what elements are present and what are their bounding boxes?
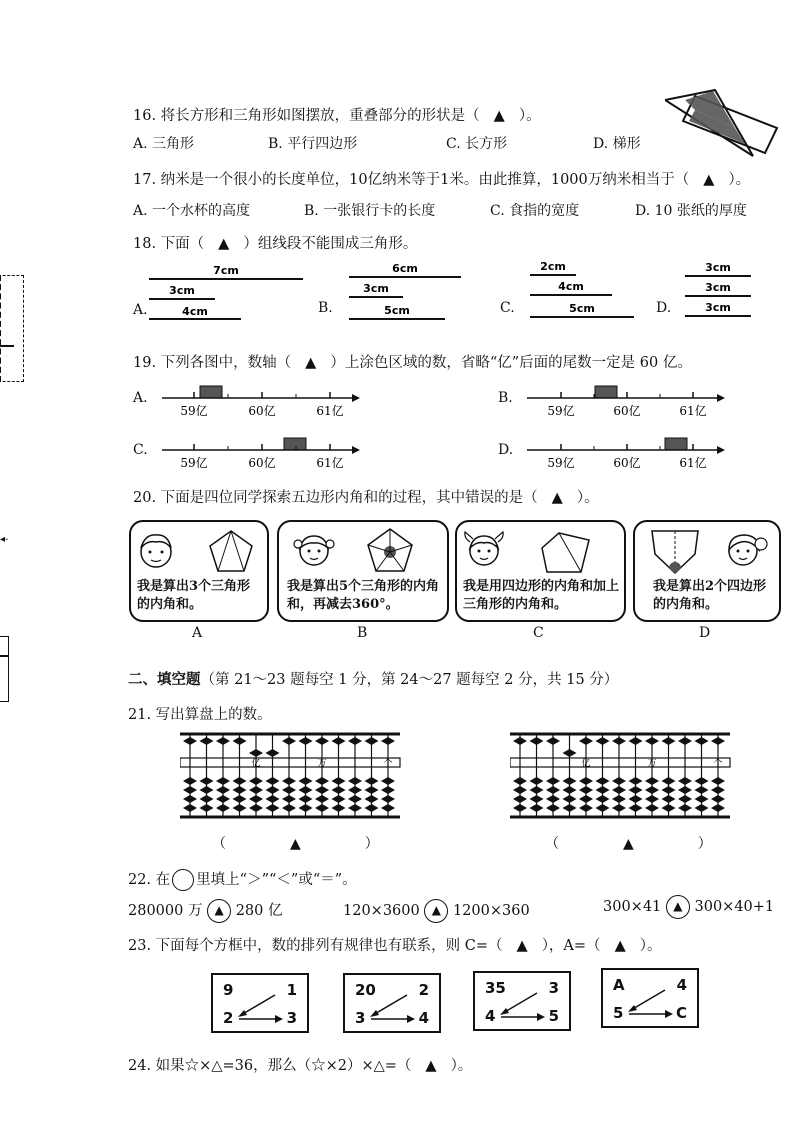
box-top-right: 4 bbox=[676, 976, 687, 994]
q16-end: ）。 bbox=[518, 108, 541, 124]
abacus-bead bbox=[282, 777, 296, 785]
box-top-left: A bbox=[613, 976, 625, 994]
q24-text: 24. 如果☆×△=36，那么（☆×2）×△=（ bbox=[128, 1058, 412, 1074]
tick-label: 60亿 bbox=[248, 404, 276, 418]
abacus-bead bbox=[695, 777, 709, 785]
abacus-bead bbox=[711, 777, 725, 785]
q20-card-b[interactable] bbox=[277, 520, 449, 622]
abacus-bead bbox=[563, 795, 577, 803]
q22-item-1 bbox=[128, 899, 282, 923]
abacus-bead bbox=[233, 777, 247, 785]
abacus-bead bbox=[233, 737, 247, 745]
q20-stem bbox=[133, 486, 599, 507]
section-2-heading bbox=[128, 668, 618, 689]
abacus-bead bbox=[695, 804, 709, 812]
box-bottom-right: 3 bbox=[286, 1009, 297, 1027]
q20-end: ）。 bbox=[576, 490, 599, 506]
tick-label: 60亿 bbox=[248, 456, 276, 470]
q18-segments bbox=[140, 258, 780, 330]
segment-label: 3cm bbox=[363, 282, 389, 295]
margin-mark bbox=[0, 345, 14, 347]
abacus-bead bbox=[629, 777, 643, 785]
abacus-unit-label: 亿 bbox=[581, 759, 591, 769]
abacus-bead bbox=[662, 737, 676, 745]
abacus-bead bbox=[530, 786, 544, 794]
abacus-bead bbox=[365, 777, 379, 785]
abacus-bead bbox=[612, 786, 626, 794]
abacus-bead bbox=[645, 804, 659, 812]
answer-blank[interactable]: ▲ bbox=[614, 938, 626, 954]
arrows-icon bbox=[603, 970, 697, 1026]
box-top-left: 20 bbox=[355, 981, 376, 999]
q18-option-d[interactable]: D. bbox=[656, 300, 672, 316]
q20-card-label: A bbox=[192, 625, 203, 641]
abacus-bead bbox=[612, 795, 626, 803]
q23-text-a: 23. 下面每个方框中，数的排列有规律也有联系，则 C=（ bbox=[128, 938, 503, 954]
abacus-bead bbox=[332, 786, 346, 794]
abacus-bead bbox=[678, 795, 692, 803]
segment-label: 4cm bbox=[182, 305, 208, 318]
margin-box-top bbox=[0, 275, 24, 382]
abacus-bead bbox=[200, 804, 214, 812]
q17-option-c[interactable]: C. 食指的宽度 bbox=[490, 203, 580, 219]
abacus-bead bbox=[596, 737, 610, 745]
abacus-unit-label: 万 bbox=[647, 759, 657, 769]
abacus-bead bbox=[249, 804, 263, 812]
abacus-bead bbox=[629, 795, 643, 803]
abacus-bead bbox=[596, 777, 610, 785]
pentagon-center-figure-icon bbox=[365, 526, 415, 574]
abacus-bead bbox=[183, 804, 197, 812]
segment-label: 4cm bbox=[558, 280, 584, 293]
abacus-bead bbox=[299, 804, 313, 812]
tick-label: 59亿 bbox=[547, 456, 575, 470]
abacus-bead bbox=[365, 786, 379, 794]
abacus-bead bbox=[662, 795, 676, 803]
answer-blank[interactable]: ▲ bbox=[703, 172, 715, 188]
pentagon-vertical-split-icon bbox=[649, 528, 701, 576]
q23-text-b: ），A=（ bbox=[541, 938, 601, 954]
abacus-bead bbox=[662, 804, 676, 812]
abacus-bead bbox=[266, 795, 280, 803]
q20-text: 20. 下面是四位同学探索五边形内角和的过程，其中错误的是（ bbox=[133, 490, 538, 506]
abacus-bead bbox=[282, 795, 296, 803]
answer-blank[interactable]: ▲ bbox=[305, 355, 317, 371]
abacus-bead bbox=[645, 777, 659, 785]
abacus-bead bbox=[662, 786, 676, 794]
q19-numberline-d bbox=[525, 435, 735, 471]
abacus-bead bbox=[299, 737, 313, 745]
segment-label: 7cm bbox=[213, 264, 239, 277]
abacus-bead bbox=[216, 777, 230, 785]
q16-stem bbox=[133, 104, 541, 125]
abacus-bead bbox=[563, 786, 577, 794]
box-top-left: 9 bbox=[223, 981, 234, 999]
paren-open: （ bbox=[212, 836, 226, 852]
q22-item-3 bbox=[603, 895, 774, 919]
abacus-bead bbox=[200, 795, 214, 803]
q19-stem bbox=[133, 351, 692, 372]
q21-answer-right bbox=[545, 833, 712, 853]
abacus-bead bbox=[315, 777, 329, 785]
abacus-right bbox=[510, 731, 732, 821]
q18-option-a[interactable]: A. bbox=[133, 302, 148, 318]
abacus-bead bbox=[315, 795, 329, 803]
tick-label: 59亿 bbox=[180, 456, 208, 470]
abacus-bead bbox=[612, 804, 626, 812]
q22-text-b: 里填上“＞”“＜”或“＝”。 bbox=[196, 872, 357, 888]
q19-option-c[interactable]: C. bbox=[133, 442, 148, 458]
q16-text: 16. 将长方形和三角形如图摆放，重叠部分的形状是（ bbox=[133, 108, 480, 124]
girl-face-icon bbox=[291, 526, 337, 572]
box-top-right: 3 bbox=[548, 979, 559, 997]
q17-option-a[interactable]: A. 一个水杯的高度 bbox=[133, 203, 251, 219]
abacus-bead bbox=[266, 804, 280, 812]
abacus-bead bbox=[645, 795, 659, 803]
arrows-icon bbox=[213, 975, 307, 1031]
q19-option-d[interactable]: D. bbox=[498, 442, 514, 458]
abacus-bead bbox=[348, 795, 362, 803]
q20-card-d[interactable] bbox=[633, 520, 781, 622]
q19-numberline-a bbox=[160, 383, 370, 419]
boy-face-icon bbox=[135, 530, 177, 570]
abacus-unit-label: 个 bbox=[383, 759, 393, 769]
abacus-bead bbox=[315, 786, 329, 794]
box-bottom-right: 4 bbox=[418, 1009, 429, 1027]
abacus-bead bbox=[332, 737, 346, 745]
q16-figure bbox=[665, 88, 780, 160]
abacus-bead bbox=[249, 795, 263, 803]
abacus-bead bbox=[695, 786, 709, 794]
q20-card-label: C bbox=[533, 625, 544, 641]
q16-option-d[interactable]: D. 梯形 bbox=[593, 136, 641, 152]
expr-right: 280 亿 bbox=[235, 903, 283, 919]
box-bottom-left: 2 bbox=[223, 1009, 234, 1027]
tick-label: 61亿 bbox=[679, 456, 707, 470]
answer-blank[interactable]: ▲ bbox=[516, 938, 528, 954]
abacus-bead bbox=[596, 786, 610, 794]
abacus-bead bbox=[332, 804, 346, 812]
circle-icon bbox=[172, 869, 194, 891]
q23-box-4 bbox=[601, 968, 699, 1028]
paren-close: ） bbox=[364, 836, 379, 852]
box-bottom-left: 5 bbox=[613, 1004, 624, 1022]
abacus-bead bbox=[381, 737, 395, 745]
abacus-bead bbox=[282, 786, 296, 794]
abacus-bead bbox=[596, 795, 610, 803]
abacus-bead bbox=[299, 795, 313, 803]
q21-answer-left bbox=[212, 833, 379, 853]
margin-mark-2 bbox=[0, 655, 8, 657]
abacus-bead bbox=[216, 786, 230, 794]
q23-text-c: ）。 bbox=[639, 938, 662, 954]
abacus-unit-label: 亿 bbox=[251, 759, 261, 769]
tick-label: 59亿 bbox=[547, 404, 575, 418]
segment-label: 2cm bbox=[540, 260, 566, 273]
expr-right: 300×40+1 bbox=[694, 899, 775, 915]
abacus-bead bbox=[216, 737, 230, 745]
answer-circle[interactable] bbox=[424, 899, 448, 923]
abacus-bead bbox=[711, 795, 725, 803]
abacus-bead bbox=[233, 795, 247, 803]
abacus-bead bbox=[546, 777, 560, 785]
abacus-bead bbox=[530, 795, 544, 803]
abacus-bead bbox=[612, 737, 626, 745]
q24-end: ）。 bbox=[450, 1058, 473, 1074]
section-note: （第 21～23 题每空 1 分，第 24～27 题每空 2 分，共 15 分） bbox=[200, 672, 619, 688]
q19-numberline-b bbox=[525, 383, 735, 419]
q18-option-b[interactable]: B. bbox=[318, 300, 333, 316]
abacus-bead bbox=[546, 795, 560, 803]
abacus-bead bbox=[563, 804, 577, 812]
abacus-bead bbox=[678, 777, 692, 785]
abacus-bead bbox=[695, 737, 709, 745]
arrows-icon bbox=[475, 973, 569, 1029]
abacus-bead bbox=[530, 804, 544, 812]
segment-label: 3cm bbox=[705, 281, 731, 294]
abacus-bead bbox=[563, 749, 577, 757]
abacus-bead bbox=[233, 804, 247, 812]
q23-box-1 bbox=[211, 973, 309, 1033]
abacus-bead bbox=[249, 786, 263, 794]
q17-option-d[interactable]: D. 10 张纸的厚度 bbox=[635, 203, 747, 219]
box-top-left: 35 bbox=[485, 979, 506, 997]
abacus-unit-label: 个 bbox=[713, 759, 723, 769]
q19-numberline-c bbox=[160, 435, 370, 471]
q17-end: ）。 bbox=[728, 172, 751, 188]
abacus-bead bbox=[216, 804, 230, 812]
box-top-right: 1 bbox=[286, 981, 297, 999]
paren-open: （ bbox=[545, 836, 559, 852]
q19-option-b[interactable]: B. bbox=[498, 390, 513, 406]
tick-label: 61亿 bbox=[679, 404, 707, 418]
abacus-bead bbox=[563, 777, 577, 785]
q20-card-text: 我是算出2个四边形的内角和。 bbox=[653, 579, 767, 612]
expr-left: 280000 万 bbox=[128, 903, 203, 919]
abacus-unit-label: 万 bbox=[317, 759, 327, 769]
abacus-bead bbox=[348, 777, 362, 785]
q16-option-c[interactable]: C. 长方形 bbox=[446, 136, 508, 152]
abacus-bead bbox=[266, 749, 280, 757]
abacus-bead bbox=[546, 737, 560, 745]
q18-text-a: 18. 下面（ bbox=[133, 236, 205, 252]
abacus-bead bbox=[266, 786, 280, 794]
q20-card-a[interactable] bbox=[129, 520, 269, 622]
abacus-bead bbox=[629, 737, 643, 745]
answer-blank: ▲ bbox=[673, 899, 683, 913]
abacus-bead bbox=[365, 795, 379, 803]
answer-blank[interactable]: ▲ bbox=[551, 490, 563, 506]
box-bottom-right: C bbox=[675, 1004, 687, 1022]
tick-label: 61亿 bbox=[316, 404, 344, 418]
segment-label: 3cm bbox=[705, 301, 731, 314]
abacus-bead bbox=[200, 737, 214, 745]
tick-label: 60亿 bbox=[613, 456, 641, 470]
segment-label: 5cm bbox=[569, 302, 595, 315]
abacus-bead bbox=[299, 786, 313, 794]
q18-group-c bbox=[530, 260, 634, 317]
q20-card-text: 我是用四边形的内角和加上三角形的内角和。 bbox=[463, 579, 620, 612]
answer-blank: ▲ bbox=[214, 903, 224, 917]
q23-box-2 bbox=[343, 973, 441, 1033]
abacus-bead bbox=[233, 786, 247, 794]
abacus-bead bbox=[365, 804, 379, 812]
abacus-bead bbox=[695, 795, 709, 803]
abacus-bead bbox=[381, 786, 395, 794]
abacus-bead bbox=[183, 777, 197, 785]
abacus-bead bbox=[513, 786, 527, 794]
q20-card-label: D bbox=[699, 625, 711, 641]
abacus-bead bbox=[365, 737, 379, 745]
answer-circle[interactable] bbox=[666, 895, 690, 919]
q23-box-3 bbox=[473, 971, 571, 1031]
abacus-bead bbox=[513, 804, 527, 812]
abacus-bead bbox=[513, 777, 527, 785]
abacus-bead bbox=[249, 777, 263, 785]
girl-face-icon bbox=[719, 526, 769, 572]
abacus-bead bbox=[282, 737, 296, 745]
abacus-bead bbox=[629, 786, 643, 794]
abacus-bead bbox=[711, 786, 725, 794]
abacus-bead bbox=[530, 737, 544, 745]
abacus-bead bbox=[200, 786, 214, 794]
abacus-bead bbox=[596, 804, 610, 812]
answer-blank[interactable]: ▲ bbox=[493, 108, 505, 124]
abacus-bead bbox=[183, 795, 197, 803]
q20-card-text: 我是算出5个三角形的内角和，再减去360°。 bbox=[287, 579, 440, 612]
q22-item-2 bbox=[343, 899, 530, 923]
expr-left: 120×3600 bbox=[343, 903, 420, 919]
abacus-bead bbox=[381, 777, 395, 785]
q23-stem bbox=[128, 934, 661, 955]
segment-label: 5cm bbox=[384, 304, 410, 317]
answer-blank[interactable]: ▲ bbox=[425, 1058, 437, 1074]
q17-stem bbox=[133, 168, 750, 189]
abacus-bead bbox=[348, 786, 362, 794]
abacus-bead bbox=[579, 737, 593, 745]
q19-text-b: ）上涂色区域的数，省略“亿”后面的尾数一定是 60 亿。 bbox=[330, 355, 692, 371]
box-bottom-left: 4 bbox=[485, 1007, 496, 1025]
abacus-bead bbox=[315, 804, 329, 812]
pentagon-split-figure-icon bbox=[539, 530, 595, 576]
q18-stem bbox=[133, 232, 417, 253]
q19-option-a[interactable]: A. bbox=[133, 390, 148, 406]
expr-right: 1200×360 bbox=[452, 903, 530, 919]
box-bottom-left: 3 bbox=[355, 1009, 366, 1027]
q19-text-a: 19. 下列各图中，数轴（ bbox=[133, 355, 292, 371]
box-top-right: 2 bbox=[418, 981, 429, 999]
abacus-bead bbox=[249, 749, 263, 757]
abacus-bead bbox=[282, 804, 296, 812]
answer-blank[interactable]: ▲ bbox=[218, 236, 230, 252]
arrows-icon bbox=[345, 975, 439, 1031]
segment-label: 6cm bbox=[392, 262, 418, 275]
abacus-bead bbox=[266, 777, 280, 785]
q18-option-c[interactable]: C. bbox=[500, 300, 515, 316]
abacus-bead bbox=[381, 804, 395, 812]
abacus-bead bbox=[332, 795, 346, 803]
answer-blank: ▲ bbox=[431, 903, 441, 917]
abacus-bead bbox=[645, 786, 659, 794]
abacus-bead bbox=[645, 737, 659, 745]
q22-stem bbox=[128, 868, 357, 891]
q16-option-a[interactable]: A. 三角形 bbox=[133, 136, 195, 152]
answer-circle[interactable] bbox=[207, 899, 231, 923]
q24-stem bbox=[128, 1054, 472, 1075]
expr-left: 300×41 bbox=[603, 899, 662, 915]
tick-label: 60亿 bbox=[613, 404, 641, 418]
girl-face-icon bbox=[461, 526, 507, 572]
abacus-bead bbox=[579, 786, 593, 794]
margin-arrow-icon: ◂- bbox=[0, 534, 9, 545]
abacus-bead bbox=[546, 804, 560, 812]
q17-option-b[interactable]: B. 一张银行卡的长度 bbox=[304, 203, 436, 219]
abacus-bead bbox=[299, 777, 313, 785]
answer-blank[interactable]: ▲ bbox=[290, 836, 301, 852]
abacus-bead bbox=[183, 737, 197, 745]
pentagon-figure-icon bbox=[207, 528, 255, 574]
abacus-bead bbox=[629, 804, 643, 812]
tick-label: 61亿 bbox=[316, 456, 344, 470]
abacus-bead bbox=[216, 795, 230, 803]
abacus-bead bbox=[678, 804, 692, 812]
abacus-bead bbox=[348, 804, 362, 812]
answer-blank[interactable]: ▲ bbox=[623, 836, 634, 852]
q18-text-b: ）组线段不能围成三角形。 bbox=[243, 236, 418, 252]
q17-text: 17. 纳米是一个很小的长度单位，10亿纳米等于1米。由此推算，1000万纳米相当于（ bbox=[133, 172, 690, 188]
abacus-bead bbox=[711, 737, 725, 745]
segment-label: 3cm bbox=[705, 261, 731, 274]
abacus-bead bbox=[513, 737, 527, 745]
tick-label: 59亿 bbox=[180, 404, 208, 418]
abacus-bead bbox=[612, 777, 626, 785]
q18-group-b bbox=[349, 262, 461, 319]
paren-close: ） bbox=[697, 836, 712, 852]
abacus-bead bbox=[315, 737, 329, 745]
abacus-bead bbox=[183, 786, 197, 794]
abacus-bead bbox=[332, 777, 346, 785]
q22-text-a: 22. 在 bbox=[128, 872, 171, 888]
q18-group-a bbox=[149, 264, 303, 319]
abacus-bead bbox=[678, 786, 692, 794]
section-title: 二、填空题 bbox=[128, 671, 201, 688]
abacus-bead bbox=[530, 777, 544, 785]
abacus-bead bbox=[678, 737, 692, 745]
abacus-bead bbox=[662, 777, 676, 785]
abacus-bead bbox=[579, 804, 593, 812]
abacus-bead bbox=[579, 795, 593, 803]
abacus-bead bbox=[200, 777, 214, 785]
q18-group-d bbox=[685, 261, 751, 316]
box-bottom-right: 5 bbox=[548, 1007, 559, 1025]
margin-box-bottom bbox=[0, 636, 9, 702]
abacus-bead bbox=[513, 795, 527, 803]
abacus-bead bbox=[348, 737, 362, 745]
abacus-bead bbox=[711, 804, 725, 812]
q20-card-text: 我是算出3个三角形的内角和。 bbox=[137, 579, 251, 612]
q20-card-label: B bbox=[357, 625, 368, 641]
abacus-bead bbox=[381, 795, 395, 803]
q21-stem: 21. 写出算盘上的数。 bbox=[128, 707, 272, 723]
abacus-bead bbox=[546, 786, 560, 794]
segment-label: 3cm bbox=[169, 284, 195, 297]
abacus-left bbox=[180, 731, 402, 821]
q20-card-c[interactable] bbox=[455, 520, 626, 622]
abacus-bead bbox=[579, 777, 593, 785]
q16-option-b[interactable]: B. 平行四边形 bbox=[268, 136, 358, 152]
